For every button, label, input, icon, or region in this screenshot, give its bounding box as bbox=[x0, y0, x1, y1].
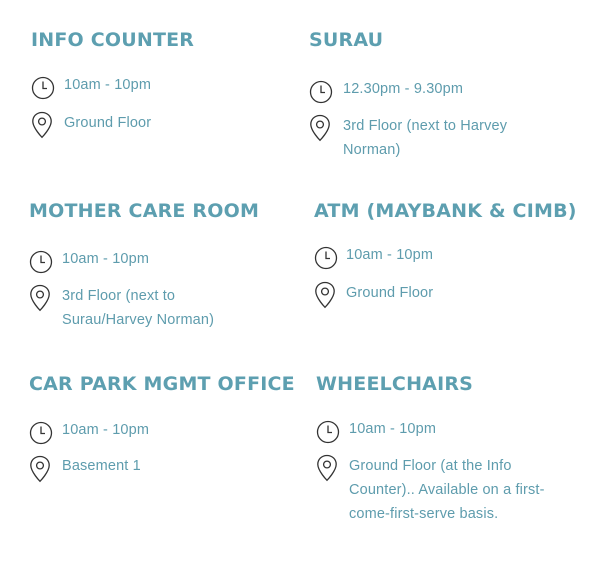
section-title: ATM (MAYBANK & CIMB) bbox=[314, 200, 577, 222]
clock-icon bbox=[309, 80, 333, 104]
location-text: Ground Floor (at the Info Counter).. Available on a first-come-first-serve basis. bbox=[349, 458, 545, 522]
section-atm bbox=[314, 200, 594, 320]
location-text: 3rd Floor (next to Surau/Harvey Norman) bbox=[62, 288, 215, 328]
hours-text: 10am - 10pm bbox=[62, 422, 150, 438]
location-text: Ground Floor bbox=[64, 115, 152, 131]
map-pin-icon bbox=[309, 114, 331, 142]
section-title: MOTHER CARE ROOM bbox=[29, 200, 260, 222]
hours-text: 10am - 10pm bbox=[346, 247, 434, 263]
clock-icon bbox=[31, 76, 55, 100]
location-text: 3rd Floor (next to Harvey Norman) bbox=[343, 118, 508, 158]
section-title: CAR PARK MGMT OFFICE bbox=[29, 373, 295, 395]
clock-icon bbox=[314, 246, 338, 270]
section-surau bbox=[309, 29, 589, 169]
section-title: INFO COUNTER bbox=[31, 29, 195, 51]
map-pin-icon bbox=[29, 284, 51, 312]
section-car-park-mgmt-office bbox=[29, 373, 309, 493]
hours-text: 10am - 10pm bbox=[64, 77, 152, 93]
section-wheelchairs bbox=[316, 373, 596, 543]
section-mother-care-room bbox=[29, 200, 299, 340]
map-pin-icon bbox=[314, 281, 336, 309]
hours-text: 12.30pm - 9.30pm bbox=[343, 81, 464, 97]
map-pin-icon bbox=[316, 454, 338, 482]
clock-icon bbox=[29, 421, 53, 445]
clock-icon bbox=[29, 250, 53, 274]
map-pin-icon bbox=[31, 111, 53, 139]
hours-text: 10am - 10pm bbox=[62, 251, 150, 267]
hours-text: 10am - 10pm bbox=[349, 421, 437, 437]
location-text: Ground Floor bbox=[346, 285, 434, 301]
section-title: SURAU bbox=[309, 29, 384, 51]
section-title: WHEELCHAIRS bbox=[316, 373, 474, 395]
section-info-counter bbox=[31, 29, 291, 144]
map-pin-icon bbox=[29, 455, 51, 483]
location-text: Basement 1 bbox=[62, 458, 141, 474]
clock-icon bbox=[316, 420, 340, 444]
